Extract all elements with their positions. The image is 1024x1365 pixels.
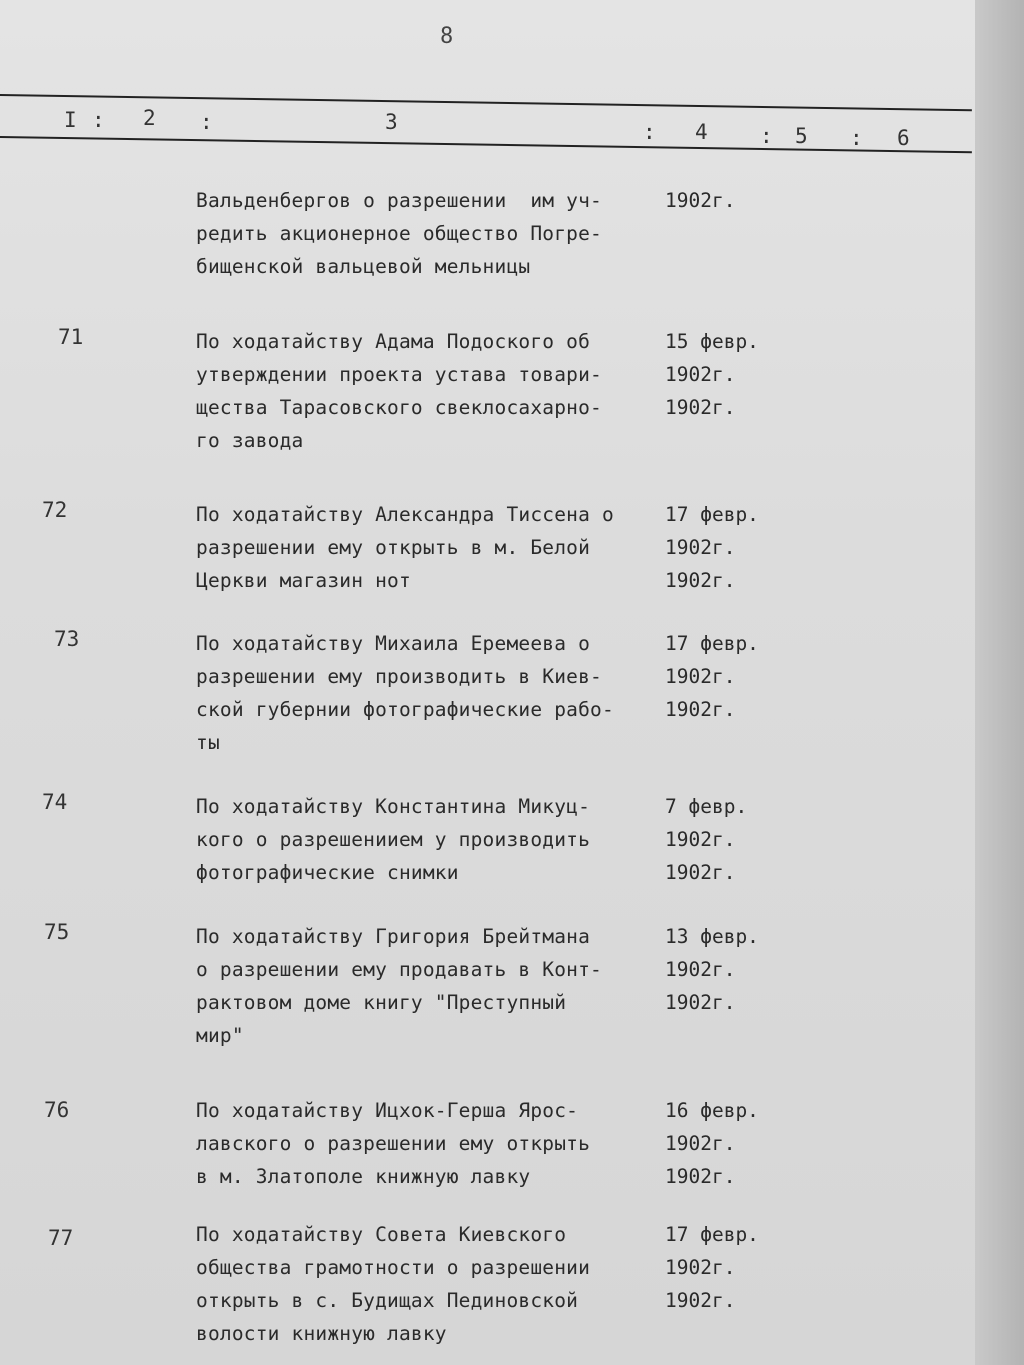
entry-line: общества грамотности о разрешении (196, 1256, 591, 1279)
entry-line: редить акционерное общество Погре- (196, 222, 602, 245)
entry-line: ской губернии фотографические рабо- (196, 698, 614, 721)
entry-dates (665, 498, 759, 597)
entry-line: щества Тарасовского свеклосахарно- (196, 396, 602, 419)
column-header-2: 2 (143, 106, 156, 130)
column-separator: : (643, 120, 656, 144)
entry-dates (665, 790, 747, 889)
entry-dates (665, 920, 759, 1019)
entry-description (196, 184, 666, 283)
entry-line: открыть в с. Будищах Пединовской (196, 1289, 579, 1312)
entry-date: 16 февр. (665, 1099, 759, 1122)
entry-dates (665, 1094, 759, 1193)
entry-description (196, 1094, 666, 1193)
entry-line: о разрешении ему продавать в Конт- (196, 958, 602, 981)
column-header-4: 4 (695, 120, 708, 144)
page-number: 8 (440, 24, 454, 49)
entry-date: 1902г. (665, 828, 736, 851)
entry-line: По ходатайству Михаила Еремеева о (196, 632, 591, 655)
entry-line: разрешении ему открыть в м. Белой (196, 536, 591, 559)
entry-line: лавского о разрешении ему открыть (196, 1132, 591, 1155)
entry-description (196, 920, 666, 1052)
column-header-5: 5 (795, 124, 808, 148)
entry-line: По ходатайству Константина Микуц- (196, 795, 591, 818)
column-separator: : (760, 124, 773, 148)
entry-line: Церкви магазин нот (196, 569, 411, 592)
entry-date: 1902г. (665, 1165, 736, 1188)
entry-line: Вальденбергов о разрешении им уч- (196, 189, 602, 212)
entry-line: бищенской вальцевой мельницы (196, 255, 531, 278)
entry-line: утверждении проекта устава товари- (196, 363, 602, 386)
entry-date: 1902г. (665, 569, 736, 592)
entry-date: 7 февр. (665, 795, 748, 818)
entry-dates (665, 627, 759, 726)
entry-date: 17 февр. (665, 632, 759, 655)
entry-number: 73 (54, 627, 80, 651)
entry-line: в м. Златополе книжную лавку (196, 1165, 531, 1188)
entry-date: 1902г. (665, 1289, 736, 1312)
entry-number: 77 (48, 1226, 74, 1250)
entry-date: 1902г. (665, 396, 736, 419)
entry-date: 1902г. (665, 189, 736, 212)
entry-date: 1902г. (665, 665, 736, 688)
entry-date: 17 февр. (665, 503, 759, 526)
entry-date: 17 февр. (665, 1223, 759, 1246)
column-header-3: 3 (385, 110, 398, 134)
entry-date: 1902г. (665, 698, 736, 721)
entry-date: 1902г. (665, 363, 736, 386)
entry-line: ты (196, 731, 220, 754)
entry-dates (665, 184, 735, 217)
column-header-1: I (64, 108, 77, 132)
entry-line: мир" (196, 1024, 244, 1047)
entry-line: По ходатайству Совета Киевского (196, 1223, 567, 1246)
entry-dates (665, 325, 759, 424)
entry-dates (665, 1218, 759, 1317)
entry-line: волости книжную лавку (196, 1322, 447, 1345)
column-separator: : (92, 108, 105, 132)
entry-description (196, 498, 666, 597)
entry-description (196, 790, 666, 889)
entry-number: 76 (44, 1098, 70, 1122)
page-edge (975, 0, 1024, 1365)
entry-date: 1902г. (665, 958, 736, 981)
entry-description (196, 325, 666, 457)
column-header-6: 6 (897, 126, 910, 150)
entry-date: 1902г. (665, 1256, 736, 1279)
entry-date: 1902г. (665, 1132, 736, 1155)
column-separator: : (200, 110, 213, 134)
entry-line: разрешении ему производить в Киев- (196, 665, 602, 688)
entry-date: 1902г. (665, 991, 736, 1014)
entry-line: По ходатайству Григория Брейтмана (196, 925, 591, 948)
entry-number: 75 (44, 920, 70, 944)
entry-date: 13 февр. (665, 925, 759, 948)
column-separator: : (850, 126, 863, 150)
entry-description (196, 1218, 666, 1350)
entry-date: 15 февр. (665, 330, 759, 353)
entry-line: кого о разрешениием у производить (196, 828, 591, 851)
entry-line: По ходатайству Адама Подоского об (196, 330, 591, 353)
entry-description (196, 627, 666, 759)
entry-line: го завода (196, 429, 304, 452)
entry-line: фотографические снимки (196, 861, 459, 884)
entry-number: 74 (42, 790, 68, 814)
entry-line: По ходатайству Ицхок-Герша Ярос- (196, 1099, 579, 1122)
entry-date: 1902г. (665, 861, 736, 884)
entry-number: 71 (58, 325, 84, 349)
header-rule-bottom (0, 136, 972, 153)
entry-number: 72 (42, 498, 68, 522)
entry-line: По ходатайству Александра Тиссена о (196, 503, 614, 526)
entry-date: 1902г. (665, 536, 736, 559)
entry-line: рактовом доме книгу "Преступный (196, 991, 567, 1014)
